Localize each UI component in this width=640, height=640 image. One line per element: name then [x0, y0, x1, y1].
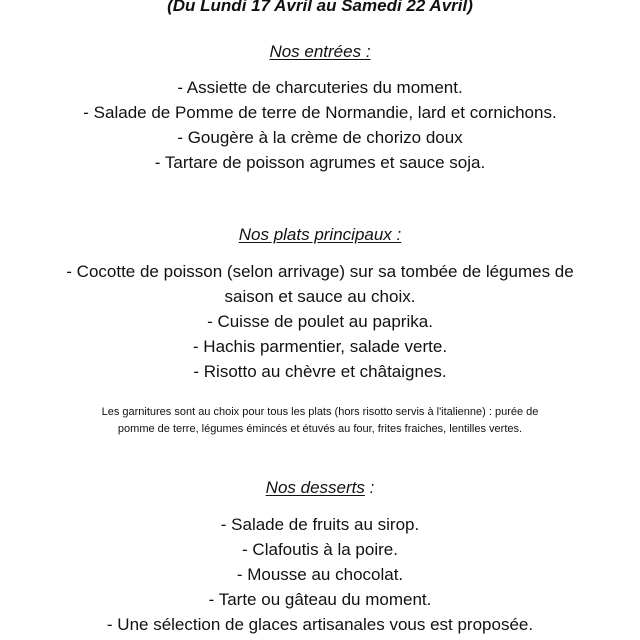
- plats-title: [0, 223, 640, 247]
- dessert-item: - Mousse au chocolat.: [236, 565, 404, 584]
- desserts-title-text: Nos desserts: [265, 478, 365, 497]
- plats-title-text: Nos plats principaux :: [238, 225, 402, 244]
- garnitures-note: Les garnitures sont au choix pour tous les plats (hors risotto servis à l'italienne) : purée de pomme de terre, légumes émincés et étuvés au four, frites fraiches, lentilles vertes.: [101, 406, 539, 435]
- dessert-item: - Salade de fruits au sirop.: [220, 515, 420, 534]
- desserts-title: [0, 476, 640, 500]
- entrees-list: [60, 75, 580, 175]
- entrees-title: [0, 40, 640, 64]
- plat-item: - Cocotte de poisson (selon arrivage) sur sa tombée de légumes de saison et sauce au choix.: [66, 262, 574, 306]
- dessert-item: - Clafoutis à la poire.: [242, 540, 398, 559]
- desserts-title-suffix: :: [364, 478, 375, 497]
- plat-item: - Cuisse de poulet au paprika.: [207, 312, 433, 331]
- plat-item: - Risotto au chèvre et châtaignes.: [193, 362, 447, 381]
- entree-item: - Salade de Pomme de terre de Normandie, lard et cornichons.: [83, 103, 557, 122]
- plat-item: - Hachis parmentier, salade verte.: [192, 337, 448, 356]
- entree-item: - Tartare de poisson agrumes et sauce soja.: [154, 153, 486, 172]
- dessert-item: - Une sélection de glaces artisanales vous est proposée.: [106, 615, 534, 634]
- dessert-item: - Tarte ou gâteau du moment.: [208, 590, 432, 609]
- plats-list: [60, 259, 580, 384]
- entree-item: - Assiette de charcuteries du moment.: [177, 78, 463, 97]
- desserts-list: [60, 512, 580, 637]
- date-range: (Du Lundi 17 Avril au Samedi 22 Avril): [167, 0, 473, 15]
- entrees-title-text: Nos entrées :: [269, 42, 371, 61]
- entree-item: - Gougère à la crème de chorizo doux: [177, 128, 463, 147]
